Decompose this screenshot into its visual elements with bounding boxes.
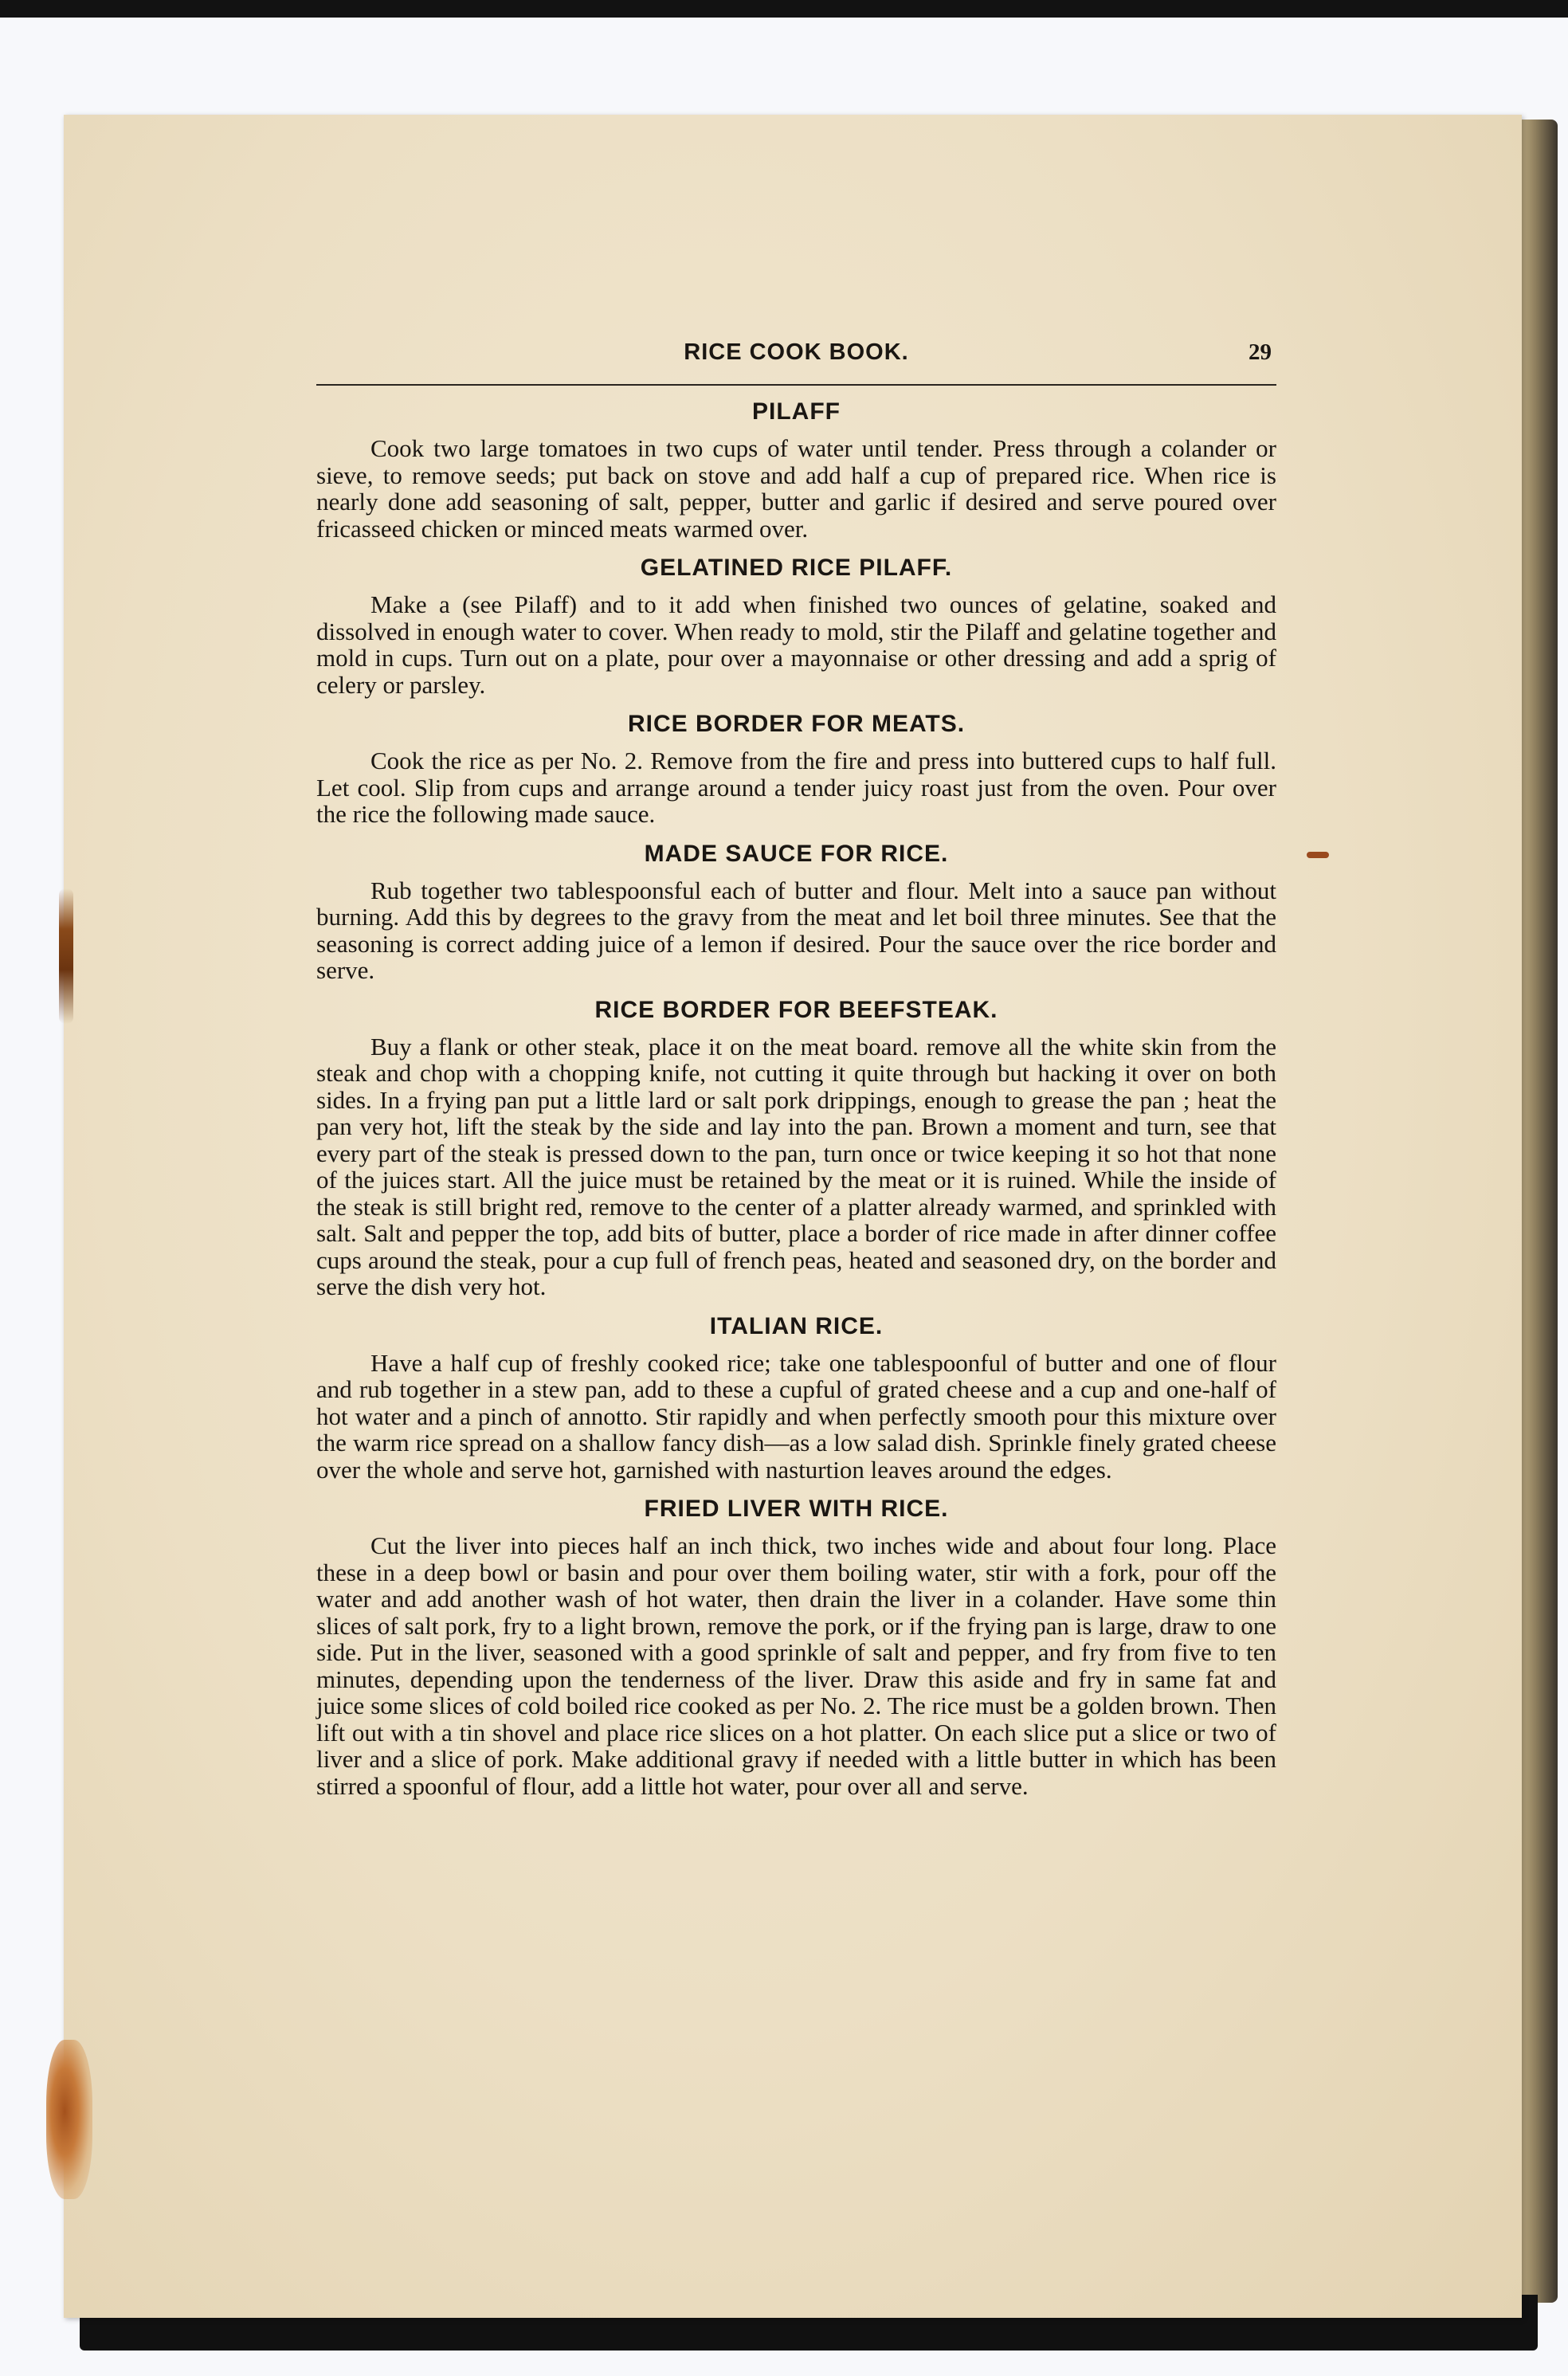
recipe-rice-border-for-meats (316, 711, 1276, 828)
recipe-rice-border-for-beefsteak (316, 997, 1276, 1300)
recipe-pilaff (316, 398, 1276, 542)
page-number: 29 (1249, 339, 1272, 365)
page-content (316, 339, 1276, 1799)
recipe-text: Have a half cup of freshly cooked rice; take one tablespoonful of butter and one of flour and rub together in a stew pan, add to these a cupful of grated cheese and a cup and one-half of hot water and a pinch of annotto. Stir rapidly and when perfectly smooth pour this mixture over the warm rice spread on a shallow fancy dish—as a low salad dish. Sprinkle finely grated cheese over the whole and serve hot, garnished with nasturtion leaves around the edges. (316, 1348, 1276, 1484)
scan-top-border (0, 0, 1568, 18)
recipe-text: Cook the rice as per No. 2. Remove from the fire and press into buttered cups to half full. Let cool. Slip from cups and arrange around a tender juicy roast just from the oven. Pour over the rice the following made sauce. (316, 747, 1276, 828)
recipe-text: Rub together two tablespoonsful each of butter and flour. Melt into a sauce pan without burning. Add this by degrees to the gravy from the meat and let boil three minutes. See that the seasoning is correct adding juice of a lemon if desired. Pour the sauce over the rice border and serve. (316, 876, 1276, 984)
recipe-heading: RICE BORDER FOR MEATS. (627, 711, 966, 737)
recipe-text: Buy a flank or other steak, place it on the meat board. remove all the white skin from the steak and chop with a chopping knife, not cutting it quite through but hacking it over on both sides. In a frying pan put a little lard or salt pork drippings, enough to grease the pan ; heat the pan very hot, lift the steak by the side and lay into the pan. Brown a moment and turn, see that every part of the steak is pressed down to the pan, turn once or twice keeping it so hot that none of the juices start. All the juice must be retained by the meat or it is ruined. While the inside of the steak is still bright red, remove to the center of a platter already warmed, and sprinkled with salt. Salt and pepper the top, add bits of butter, place a border of rice made in after dinner coffee cups around the steak, pour a cup full of french peas, heated and seasoned dry, on the border and serve the dish very hot. (316, 1032, 1276, 1300)
recipe-italian-rice (316, 1313, 1276, 1484)
running-head (316, 339, 1276, 371)
recipe-heading: FRIED LIVER WITH RICE. (644, 1496, 949, 1522)
recipe-heading: MADE SAUCE FOR RICE. (644, 840, 949, 867)
recipe-text: Cook two large tomatoes in two cups of water until tender. Press through a colander or sieve, to remove seeds; put back on stove and add half a cup of prepared rice. When rice is nearly done add seasoning of salt, pepper, butter and garlic if desired and serve poured over fricasseed chicken or minced meats warmed over. (316, 434, 1276, 543)
recipe-text: Make a (see Pilaff) and to it add when finished two ounces of gelatine, soaked and dissolved in enough water to cover. When ready to mold, stir the Pilaff and gelatine together and mold in cups. Turn out on a plate, pour over a mayonnaise or other dressing and add a sprig of celery or parsley. (316, 590, 1276, 699)
header-rule (316, 384, 1276, 386)
recipe-heading: ITALIAN RICE. (709, 1312, 884, 1339)
rust-stain (46, 2040, 92, 2199)
recipe-made-sauce-for-rice (316, 841, 1276, 984)
recipe-heading: GELATINED RICE PILAFF. (640, 555, 953, 581)
recipe-heading: RICE BORDER FOR BEEFSTEAK. (594, 996, 998, 1023)
recipe-heading: PILAFF (752, 398, 841, 425)
running-head-title: RICE COOK BOOK. (684, 339, 909, 365)
recipe-fried-liver-with-rice (316, 1496, 1276, 1799)
recipe-text: Cut the liver into pieces half an inch thick, two inches wide and about four long. Place these in a deep bowl or basin and pour over them boiling water, stir with a fork, pour off the water and add another wash of hot water, then drain the liver in a colander. Have some thin slices of salt pork, fry to a light brown, remove the pork, or if the frying pan is large, draw to one side. Put in the liver, seasoned with a good sprinkle of salt and pepper, and fry from five to ten minutes, depending upon the tenderness of the liver. Draw this aside and fry in same fat and juice some slices of cold boiled rice cooked as per No. 2. The rice must be a golden brown. Then lift out with a tin shovel and place rice slices on a hot platter. On each slice put a slice or two of liver and a slice of pork. Make additional gravy if needed with a little butter in which has been stirred a spoonful of flour, add a little hot water, pour over all and serve. (316, 1531, 1276, 1800)
ink-mark (1307, 852, 1329, 858)
recipe-gelatined-rice-pilaff (316, 555, 1276, 698)
binding-stain (59, 888, 73, 1024)
